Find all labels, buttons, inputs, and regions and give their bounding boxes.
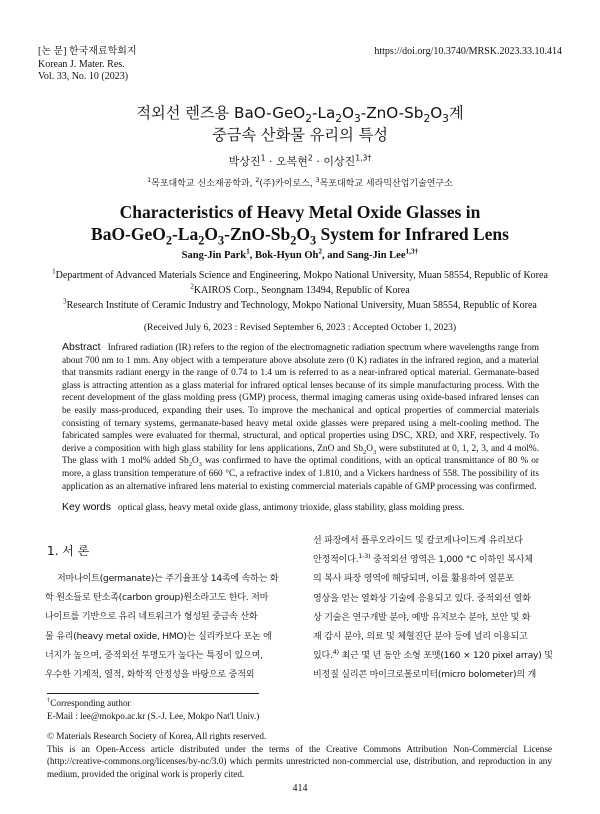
received-dates: (Received July 6, 2023 : Revised September 6, 2023 : Accepted October 1, 2023) xyxy=(143,322,457,333)
body-line: 의 복사 파장 영역에 해당되며, 이를 활용하여 열분포 xyxy=(313,574,514,585)
footnotes xyxy=(47,697,552,781)
body-line: 너지가 높으며, 중적외선 투명도가 높다는 특징이 있으며, xyxy=(45,650,263,661)
title-ko xyxy=(0,102,600,146)
section-heading-introduction: 1. 서 론 xyxy=(47,544,90,558)
footnote-divider xyxy=(47,693,259,694)
affiliation-1: $^1$Department of Advanced Materials Science and Engineering, Mokpo National University, Muan 58554, Republic of Korea xyxy=(52,267,548,281)
body-line: 우수한 기계적, 열적, 화학적 안정성을 바탕으로 중적외 xyxy=(45,670,255,681)
citation: 1-3) xyxy=(358,553,371,561)
title-ko-line1: 적외선 렌즈용 BaO-$GeO_2-La_2O_3-ZnO-Sb_2O_3$계 xyxy=(136,104,464,126)
affiliations-en xyxy=(0,268,600,313)
email-line: E-Mail : lee@mokpo.ac.kr (S.-J. Lee, Mokpo Nat'l Univ.) xyxy=(47,710,260,721)
journal-name-en: Korean J. Mater. Res. xyxy=(38,58,125,70)
title-en xyxy=(0,201,600,248)
keywords: Key words optical glass, heavy metal oxide glass, antimony trioxide, glass stability, glass molding press. xyxy=(62,501,465,513)
title-en-line2: BaO-$GeO_2-La_2O_3-ZnO-Sb_2O_3$ System for Infrared Lens xyxy=(91,224,509,248)
body-line: 학 원소들로 탄소족(carbon group)원소라고도 한다. 저마 xyxy=(45,593,269,604)
body-line: 재 감시 분야, 의료 및 체혈진단 분야 등에 널리 이용되고 xyxy=(313,632,528,643)
body-line: 있다.$^{4)}$ 최근 몇 년 동안 소형 포맷(160 × 120 pixel array) 및 xyxy=(313,649,553,662)
copyright-line: © Materials Research Society of Korea, All rights reserved. xyxy=(47,731,267,742)
body-right-column xyxy=(313,532,559,686)
doi-link[interactable]: https://doi.org/10.3740/MRSK.2023.33.10.414 xyxy=(374,46,562,57)
journal-name-ko: [논 문] 한국재료학회지 xyxy=(38,46,137,57)
abstract-label: Abstract xyxy=(62,341,101,353)
abstract: Abstract Infrared radiation (IR) refers to the region of the electromagnetic radiation spectrum where wavelengths range from about 700 nm to 1 mm. Any object with a temperature above absolute zero (0 K) radiates in the infrared region, and a material that transmits radiant energy in the range of 0.74 to 1.4 um is referred to as a near-infrared optical material. Germanate-based glass is attracting attention as a glass material for infrared optical lenses because of its simple manufacturing process. With the recent development of the glass molding press (GMP) process, thermal imaging cameras using oxide-based infrared lenses can be easily mass-produced, expanding their uses. To improve the mechanical and optical properties of commercial materials consisting of ternary systems, germanate-based heavy metal oxide glasses were prepared using a melt-cooling method. The fabricated samples were evaluated for thermal, structural, and optical properties using DSC, XRD, and XRF, respectively. To derive a composition with high glass stability for lens applications, ZnO and $Sb_2O_3$ were substituted at 0, 1, 2, 3, and 4 mol%. The glass with 1 mol% added $Sb_2O_3$ was confirmed to have the optimal conditions, with an optical transmittance of 80 % or more, a glass transition temperature of 660 °C, a refractive index of 1.810, and a Vickers hardness of 558. The possibility of its application as an alternative infrared lens material to existing commercial materials capable of GMP processing was confirmed. xyxy=(62,341,540,492)
body-line: 나이트를 기반으로 유리 네트워크가 형성된 중금속 산화 xyxy=(45,612,258,623)
authors-en: Sang-Jin Park$^1$, Bok-Hyun Oh$^2$, and Sang-Jin Lee$^{1,3\dagger}$ xyxy=(181,246,419,261)
title-ko-line2: 중금속 산화물 유리의 특성 xyxy=(212,126,388,144)
affiliation-3: $^3$Research Institute of Ceramic Industry and Technology, Mokpo National University, Muan 58554, Republic of Korea xyxy=(63,297,537,311)
body-line: 저마나이트(germanate)는 주기율표상 14족에 속하는 화 xyxy=(57,574,279,584)
body-line: 물 유리(heavy metal oxide, HMO)는 실리카보다 포논 에 xyxy=(45,631,272,642)
affiliation-2: $^2$KAIROS Corp., Seongnam 13494, Republic of Korea xyxy=(190,282,410,296)
body-left-column xyxy=(45,570,298,685)
license-text: This is an Open-Access article distributed under the terms of the Creative Commons Attribution Non-Commercial License (http://creative-commons.org/licenses/by-nc/3.0) which permits unrestricted non-commercial use, distribution, and reproduction in any medium, provided the original work is properly cited. xyxy=(47,743,552,779)
corresponding-author: †Corresponding author xyxy=(47,696,131,708)
citation: 4) xyxy=(332,649,339,657)
body-line: 안정적이다.$^{1-3)}$ 중적외선 영역은 1,000 °C 이하인 복사체 xyxy=(313,553,533,566)
body-line: 비정질 실리콘 마이크로볼로미터(micro bolometer)의 개 xyxy=(313,670,537,681)
journal-header xyxy=(38,46,137,84)
body-line: 상 기술은 연구개발 분야, 예방 유지보수 분야, 보안 및 화 xyxy=(313,612,531,623)
page-number: 414 xyxy=(292,783,308,794)
keywords-label: Key words xyxy=(62,501,112,513)
body-line: 선 파장에서 플루오라이드 및 칼코게나이드계 유리보다 xyxy=(313,536,523,546)
footnote-spacer xyxy=(47,722,552,730)
title-en-line1: Characteristics of Heavy Metal Oxide Glasses in xyxy=(119,202,481,222)
body-line: 영상을 얻는 열화상 기술에 응용되고 있다. 중적외선 열화 xyxy=(313,593,531,604)
journal-volume: Vol. 33, No. 10 (2023) xyxy=(38,71,129,82)
authors-ko: 박상진$^1$ · 오복현$^2$ · 이상진$^{1,3\dagger}$ xyxy=(228,153,372,168)
affiliations-ko: $^1$목포대학교 신소재공학과, $^2$(주)카이로스, $^3$목포대학교 세라믹산업기술연구소 xyxy=(147,177,453,189)
